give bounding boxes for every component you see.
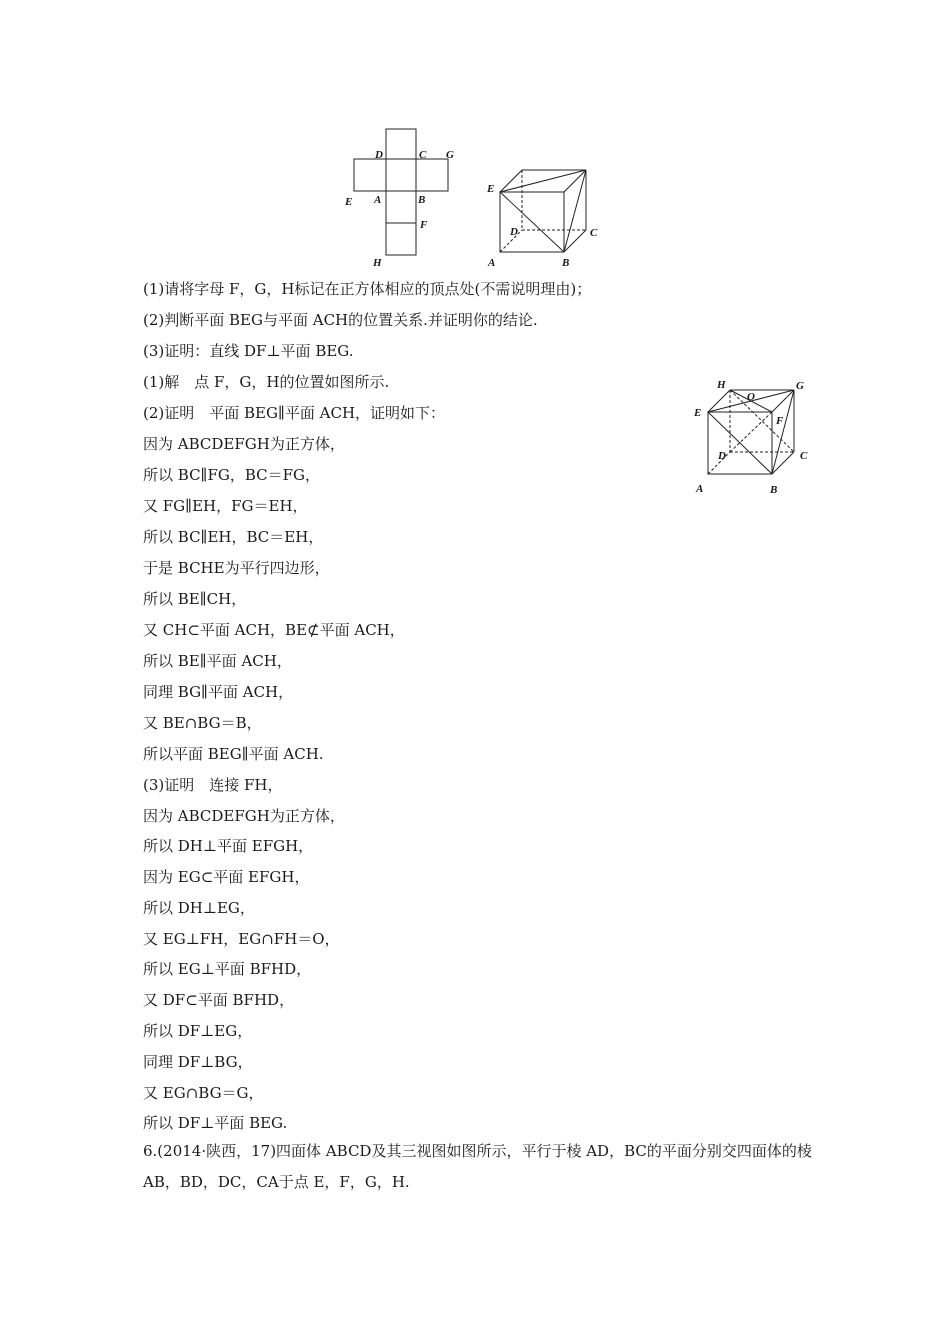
cube1-label-b: B	[562, 257, 570, 269]
cube-figure-1	[482, 160, 602, 272]
text-line-7: 所以 BC∥FG，BC＝FG，	[143, 466, 321, 484]
text-line-5: (2)证明 平面 BEG∥平面 ACH，证明如下：	[143, 404, 446, 422]
net-label-f: F	[420, 219, 428, 231]
text-line-4: (1)解 点 F，G，H的位置如图所示.	[143, 373, 390, 391]
text-line-18: 因为 ABCDEFGH为正方体，	[143, 807, 345, 825]
cube2-label-f: F	[776, 415, 784, 427]
text-line-26: 同理 DF⊥BG，	[143, 1053, 253, 1071]
cube2-label-o: O	[747, 391, 755, 403]
text-line-9: 所以 BC∥EH，BC＝EH，	[143, 528, 324, 546]
text-line-3: (3)证明：直线 DF⊥平面 BEG.	[143, 342, 354, 360]
net-label-c: C	[419, 149, 427, 161]
text-line-1: (1)请将字母 F，G，H标记在正方体相应的顶点处(不需说明理由)；	[143, 280, 592, 298]
text-line-24: 又 DF⊂平面 BFHD，	[143, 991, 295, 1009]
net-label-b: B	[418, 194, 426, 206]
cube1-label-c: C	[590, 227, 598, 239]
text-line-25: 所以 DF⊥EG，	[143, 1022, 253, 1040]
net-label-d: D	[375, 149, 383, 161]
text-line-15: 又 BE∩BG＝B，	[143, 714, 262, 732]
cube-net-figure	[340, 120, 470, 270]
cube2-label-e: E	[694, 407, 702, 419]
problem-6-text: 6.(2014·陕西，17)四面体 ABCD及其三视图如图所示，平行于棱 AD，BC的平面分别交四面体的棱 AB，BD，DC，CA于点 E，F，G，H.	[143, 1142, 812, 1191]
text-line-13: 所以 BE∥平面 ACH，	[143, 652, 292, 670]
text-line-6: 因为 ABCDEFGH为正方体，	[143, 435, 345, 453]
text-line-19: 所以 DH⊥平面 EFGH，	[143, 837, 314, 855]
text-line-20: 因为 EG⊂平面 EFGH，	[143, 868, 310, 886]
cube2-label-b: B	[770, 484, 778, 496]
text-line-22: 又 EG⊥FH，EG∩FH＝O，	[143, 930, 340, 948]
text-line-10: 于是 BCHE为平行四边形，	[143, 559, 330, 577]
cube1-label-a: A	[488, 257, 496, 269]
cube2-label-a: A	[696, 483, 704, 495]
text-line-23: 所以 EG⊥平面 BFHD，	[143, 960, 312, 978]
cube1-label-e: E	[487, 183, 495, 195]
text-line-12: 又 CH⊂平面 ACH，BE⊄平面 ACH，	[143, 621, 405, 639]
net-label-a: A	[374, 194, 382, 206]
text-line-8: 又 FG∥EH，FG＝EH，	[143, 497, 308, 515]
cube2-label-g: G	[796, 380, 804, 392]
text-line-21: 所以 DH⊥EG，	[143, 899, 255, 917]
cube2-label-d: D	[718, 450, 726, 462]
text-line-2: (2)判断平面 BEG与平面 ACH的位置关系.并证明你的结论.	[143, 311, 538, 329]
net-label-h: H	[373, 257, 382, 269]
text-line-28: 所以 DF⊥平面 BEG.	[143, 1114, 288, 1132]
cube1-label-d: D	[510, 226, 518, 238]
cube-figure-2	[690, 374, 820, 499]
cube2-label-c: C	[800, 450, 808, 462]
text-line-11: 所以 BE∥CH，	[143, 590, 247, 608]
text-line-16: 所以平面 BEG∥平面 ACH.	[143, 745, 324, 763]
net-label-e: E	[345, 196, 353, 208]
text-line-14: 同理 BG∥平面 ACH，	[143, 683, 294, 701]
text-line-17: (3)证明 连接 FH，	[143, 776, 283, 794]
cube2-label-h: H	[717, 379, 726, 391]
net-label-g: G	[446, 149, 454, 161]
text-line-27: 又 EG∩BG＝G，	[143, 1084, 264, 1102]
